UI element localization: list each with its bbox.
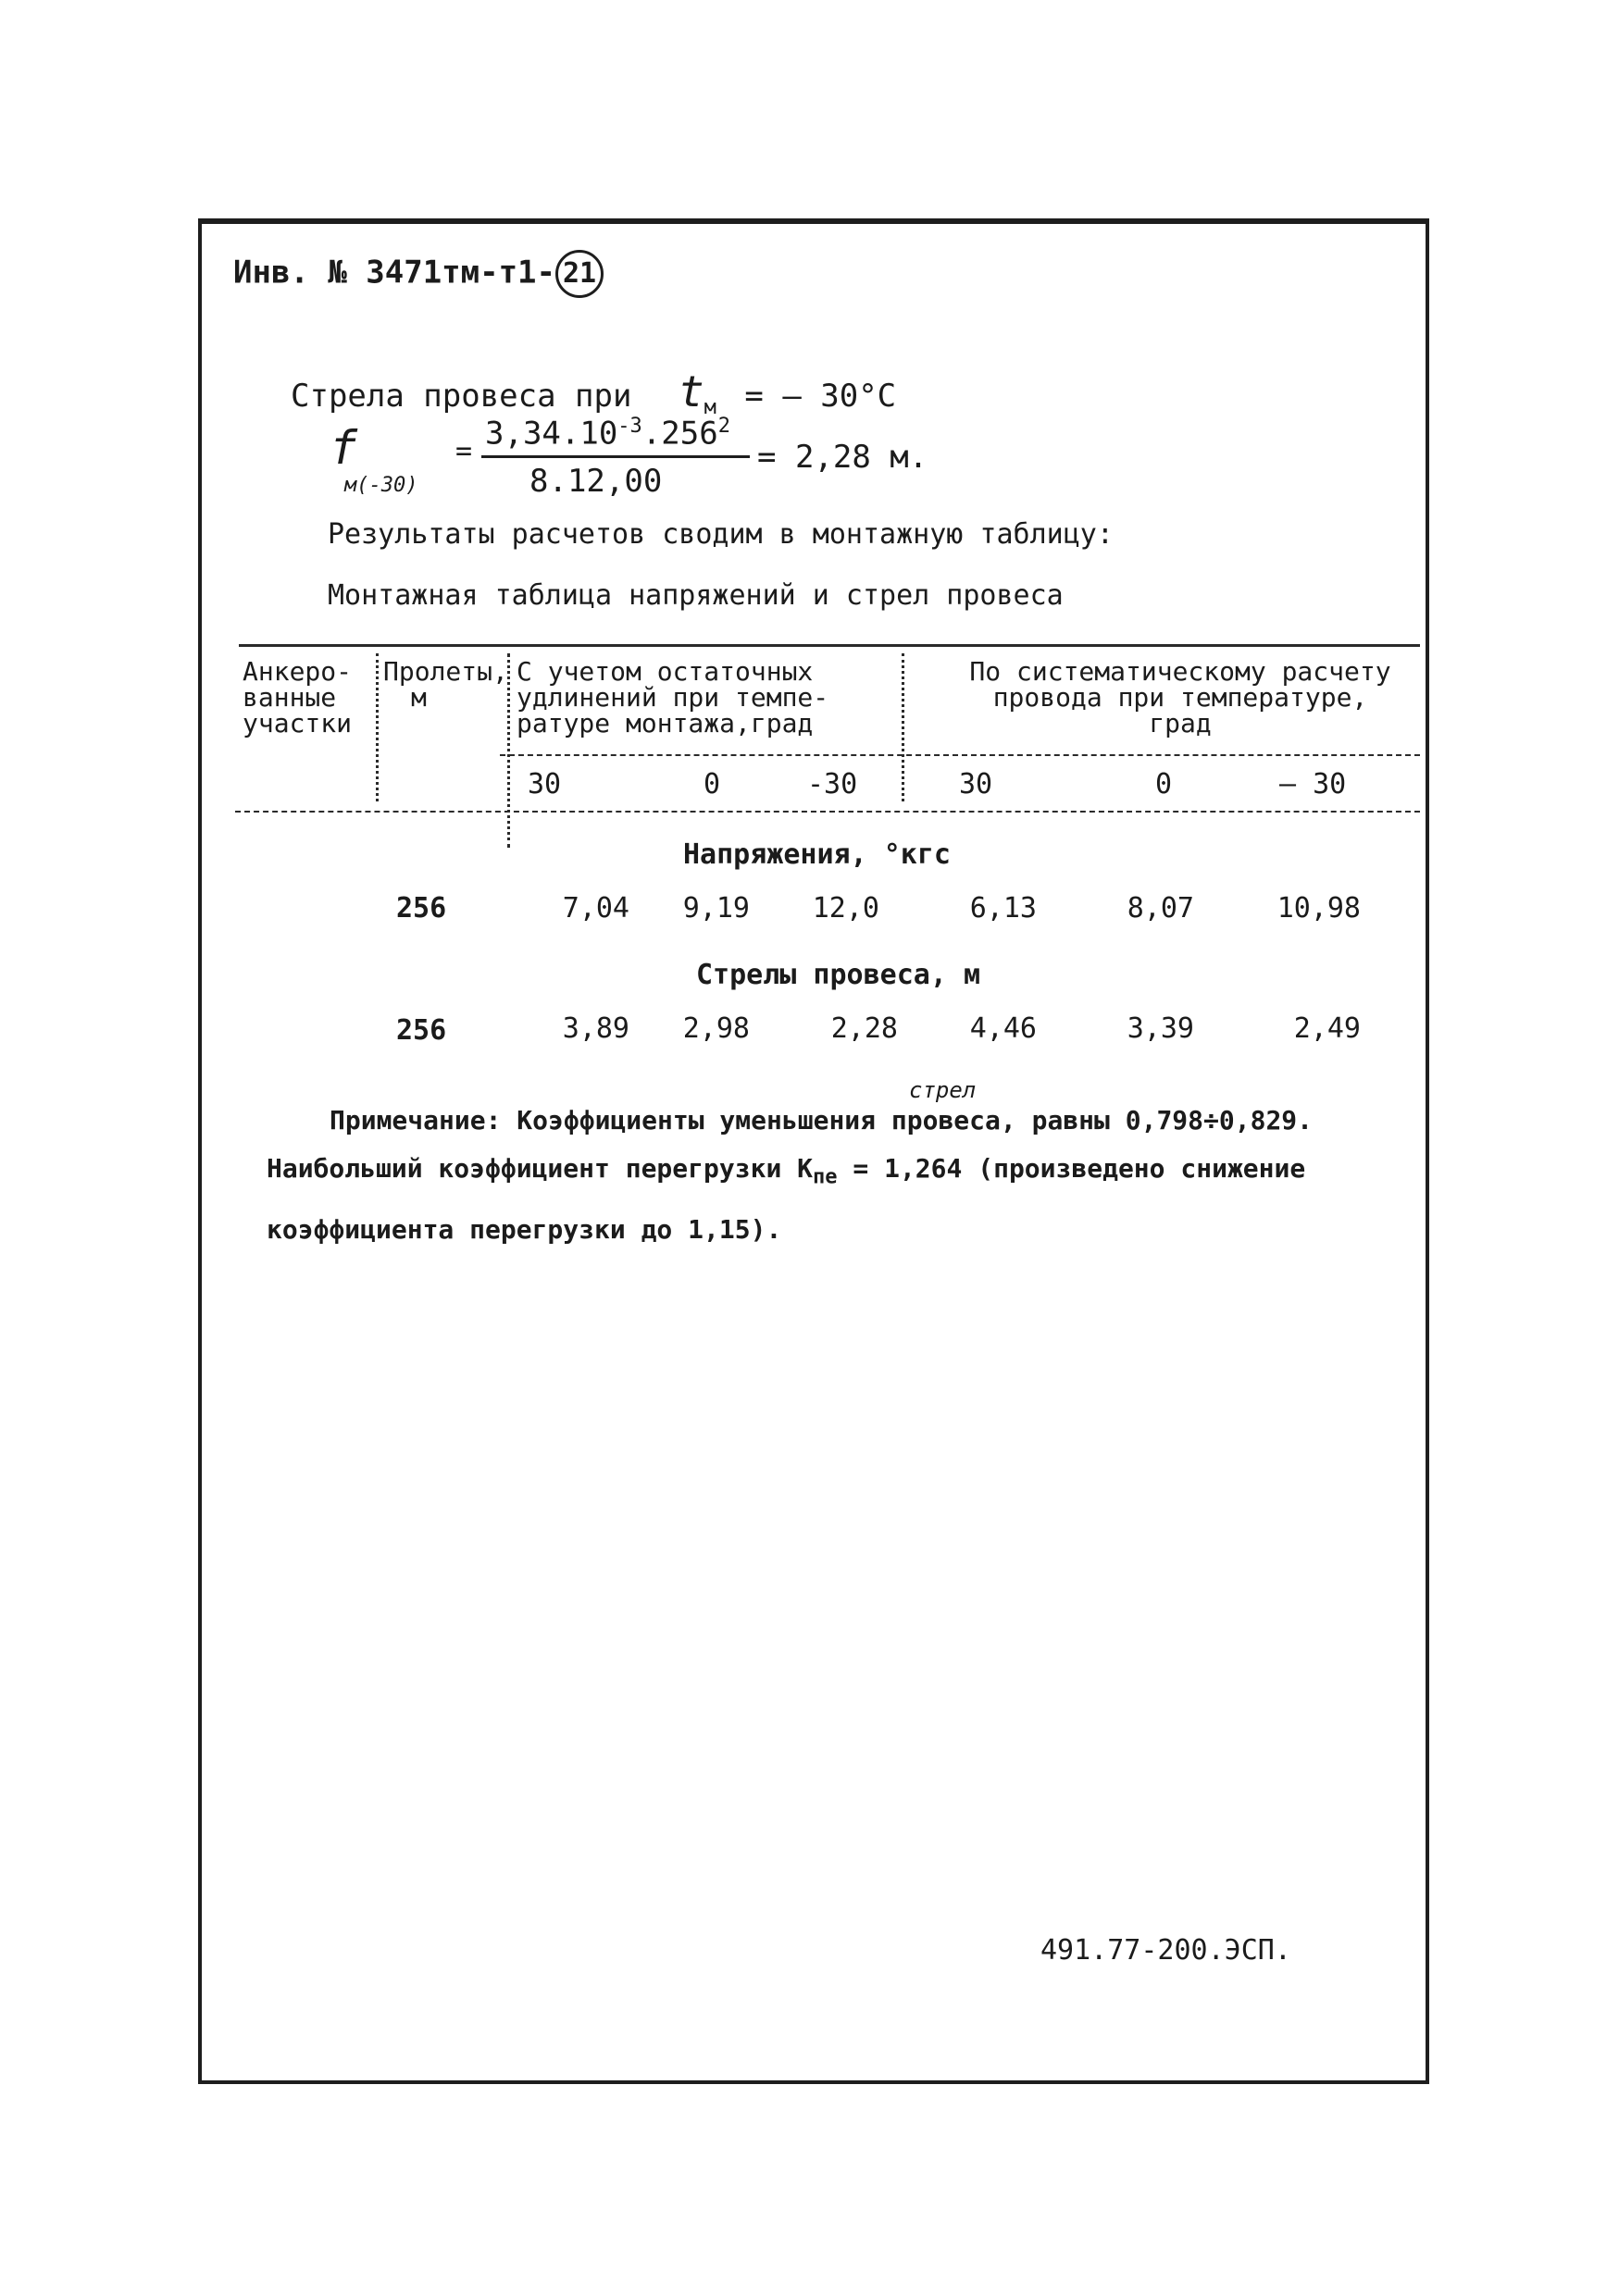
note-line-1: Примечание: Коэффициенты уменьшения провеса, равны 0,798÷0,829. — [330, 1105, 1314, 1136]
numerator-tail: .256 — [641, 415, 718, 453]
header-span-line1: Пролеты, — [383, 656, 508, 687]
stress-value-6: 10,98 — [1277, 892, 1361, 925]
header-group-left — [517, 656, 829, 738]
note-line-2-sub: пе — [813, 1165, 838, 1189]
section-stress: Напряжения, °кгс — [683, 838, 951, 871]
inventory-circle: 21 — [555, 250, 604, 298]
temp-right-minus30: – 30 — [1279, 768, 1347, 800]
table-title: Монтажная таблица напряжений и стрел провеса — [328, 579, 1064, 612]
sag-heading-text: Стрела провеса при — [291, 378, 632, 415]
sag-span: 256 — [396, 1014, 447, 1047]
sag-value-2: 2,98 — [682, 1012, 750, 1045]
header-anchor-line1: Анкеро- — [243, 656, 353, 687]
formula-result: = 2,28 м. — [757, 439, 928, 476]
formula-denominator: 8.12,00 — [529, 463, 663, 500]
group-right-line2: провода при температуре, — [992, 682, 1368, 713]
note-line-3: коэффициента перегрузки до 1,15). — [267, 1214, 782, 1245]
group-left-line1: С учетом остаточных — [517, 656, 814, 687]
group-right-line3: град — [1149, 708, 1212, 738]
group-left-line3: ратуре монтажа,град — [517, 708, 814, 738]
inventory-prefix: Инв. № 3471тм-т1- — [233, 254, 555, 292]
page-frame — [198, 218, 1429, 2084]
header-anchor-line3: участки — [243, 708, 353, 738]
formula-f-sub: м(-30) — [344, 474, 418, 497]
table-header-bottom-rule — [235, 811, 1420, 813]
stress-span: 256 — [396, 892, 447, 925]
temp-left-0: 0 — [704, 768, 721, 800]
header-anchor-line2: ванные — [243, 682, 337, 713]
sag-value-1: 3,89 — [562, 1012, 629, 1045]
stress-value-3: 12,0 — [812, 892, 879, 925]
col-divider-3 — [902, 653, 904, 801]
header-span — [383, 656, 508, 713]
section-sag: Стрелы провеса, м — [696, 959, 981, 991]
group-right-line1: По систематическому расчету — [969, 656, 1391, 687]
note-line-2a: Наибольший коэффициент перегрузки К — [267, 1153, 814, 1184]
temp-left-minus30: -30 — [807, 768, 858, 800]
fraction-bar — [481, 455, 750, 458]
formula-eq: = — [455, 435, 473, 467]
inventory-number — [233, 250, 604, 298]
sag-heading — [291, 366, 896, 419]
numerator-exp: -3 — [617, 415, 642, 438]
table-top-rule — [239, 644, 1420, 647]
group-left-line2: удлинений при темпе- — [517, 682, 829, 713]
sag-temp-value: = – 30°С — [744, 378, 897, 415]
numerator-base: 3,34.10 — [485, 415, 618, 453]
t-subscript: м — [704, 395, 716, 419]
temp-right-0: 0 — [1155, 768, 1173, 800]
header-anchor — [243, 656, 353, 738]
stress-value-4: 6,13 — [969, 892, 1037, 925]
stress-value-1: 7,04 — [562, 892, 629, 925]
sag-value-3: 2,28 — [830, 1012, 898, 1045]
intro-line: Результаты расчетов сводим в монтажную таблицу: — [328, 518, 1114, 551]
table-temp-rule — [500, 754, 1420, 756]
sag-value-5: 3,39 — [1127, 1012, 1194, 1045]
temp-right-30: 30 — [959, 768, 993, 800]
note-line-2 — [267, 1153, 1305, 1189]
note-line-2b: = 1,264 (произведено снижение — [837, 1153, 1306, 1184]
sag-value-6: 2,49 — [1293, 1012, 1361, 1045]
stress-value-2: 9,19 — [682, 892, 750, 925]
formula-numerator — [485, 415, 730, 452]
t-symbol: t — [678, 366, 704, 416]
sag-value-4: 4,46 — [969, 1012, 1037, 1045]
col-divider-1 — [376, 653, 379, 801]
document-code: 491.77-200.ЭСП. — [1040, 1934, 1291, 1967]
temp-left-30: 30 — [528, 768, 562, 800]
stress-value-5: 8,07 — [1127, 892, 1194, 925]
note-insert: стрел — [909, 1077, 977, 1103]
numerator-tail-exp: 2 — [717, 415, 730, 438]
header-span-line2: м — [411, 682, 427, 713]
formula-f: f — [330, 421, 358, 475]
header-group-right — [935, 656, 1426, 738]
